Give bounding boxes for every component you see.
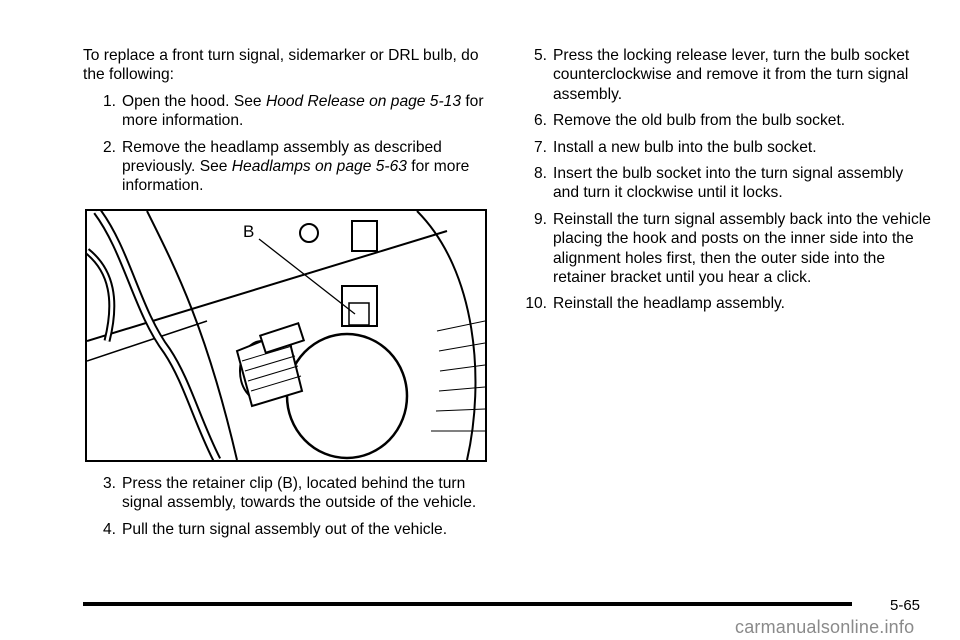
step-8 [520, 164, 932, 203]
step-number: 10. [525, 295, 547, 313]
step-number: 4. [102, 520, 116, 538]
step-text: Reinstall the headlamp assembly. [553, 295, 786, 313]
step-7 [520, 138, 932, 157]
step-6 [520, 111, 932, 130]
callout-label-b: B [243, 221, 255, 241]
step-number: 3. [102, 474, 116, 492]
right-column [520, 46, 932, 321]
step-4 [83, 520, 493, 539]
step-3 [83, 474, 493, 513]
footer-rule [83, 602, 852, 606]
intro-paragraph: To replace a front turn signal, sidemarker or DRL bulb, do the following: [83, 47, 479, 84]
step-text: Reinstall the turn signal assembly back into the vehicle placing the hook and posts on the inner side into the alignment holes first, then the outer side into the retainer bracket until you hear a click. [553, 210, 931, 287]
step-number: 8. [533, 165, 547, 183]
step-text: Remove the old bulb from the bulb socket. [553, 112, 846, 130]
step-number: 6. [533, 112, 547, 130]
step-text: Open the hood. See Hood Release on page 5-13 for more information. [122, 92, 484, 130]
page-number: 5-65 [890, 597, 921, 614]
step-text: Insert the bulb socket into the turn signal assembly and turn it clockwise until it locks. [553, 165, 904, 202]
step-text: Pull the turn signal assembly out of the vehicle. [122, 520, 448, 538]
step-10 [520, 294, 932, 313]
cross-reference-link[interactable]: Headlamps on page 5-63 [231, 158, 407, 176]
watermark: carmanualsonline.info [735, 617, 915, 637]
step-number: 9. [533, 210, 547, 228]
step-text: Remove the headlamp assembly as described previously. See Headlamps on page 5-63 for more information. [122, 138, 470, 195]
step-text: Press the retainer clip (B), located behind the turn signal assembly, towards the outside of the vehicle. [122, 474, 477, 512]
turn-signal-illustration [85, 209, 487, 462]
step-9 [520, 210, 932, 288]
step-number: 1. [102, 92, 116, 110]
step-text: Press the locking release lever, turn the bulb socket counterclockwise and remove it from the turn signal assembly. [553, 47, 910, 103]
step-number: 5. [533, 47, 547, 64]
left-column [83, 46, 493, 546]
step-2 [83, 138, 493, 196]
step-number: 2. [102, 138, 116, 156]
step-number: 7. [533, 138, 547, 156]
cross-reference-link[interactable]: Hood Release on page 5-13 [265, 92, 462, 110]
step-5 [520, 46, 932, 104]
step-text: Install a new bulb into the bulb socket. [553, 138, 817, 156]
step-1 [83, 92, 493, 131]
